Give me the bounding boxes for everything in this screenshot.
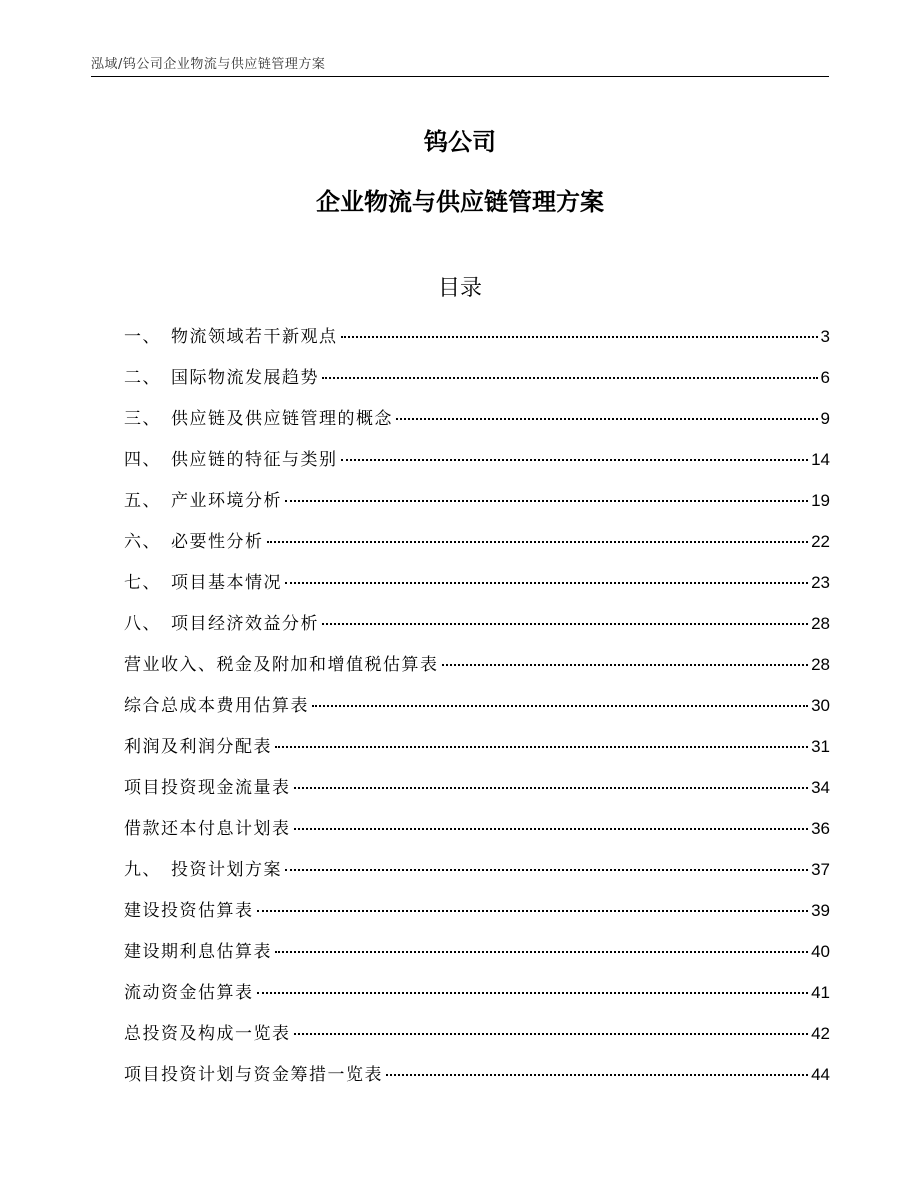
toc-entry-number: 五、: [124, 491, 161, 511]
toc-entry-label: 项目经济效益分析: [171, 614, 319, 634]
toc-dot-leader: [341, 459, 809, 461]
toc-dot-leader: [442, 664, 809, 666]
toc-entry[interactable]: [124, 937, 830, 978]
toc-entry-label: 建设投资估算表: [124, 901, 254, 921]
toc-dot-leader: [275, 746, 808, 748]
toc-entry-page: 28: [811, 614, 830, 633]
toc-entry-label: 供应链及供应链管理的概念: [171, 409, 393, 429]
toc-entry[interactable]: [124, 445, 830, 486]
table-of-contents: [124, 322, 830, 1101]
toc-dot-leader: [294, 1033, 809, 1035]
toc-entry-page: 9: [820, 409, 830, 428]
toc-entry[interactable]: [124, 650, 830, 691]
toc-entry-page: 31: [811, 737, 830, 756]
toc-dot-leader: [341, 336, 818, 338]
toc-dot-leader: [294, 787, 809, 789]
toc-entry-label: 流动资金估算表: [124, 983, 254, 1003]
toc-entry-label: 营业收入、税金及附加和增值税估算表: [124, 655, 439, 675]
toc-entry-label: 产业环境分析: [171, 491, 282, 511]
toc-entry-number: 三、: [124, 409, 161, 429]
toc-entry[interactable]: [124, 814, 830, 855]
toc-entry[interactable]: [124, 609, 830, 650]
toc-entry-page: 23: [811, 573, 830, 592]
toc-entry-page: 6: [820, 368, 830, 387]
document-title: 企业物流与供应链管理方案: [316, 188, 604, 216]
header-rule: [91, 76, 829, 77]
toc-dot-leader: [322, 623, 808, 625]
toc-entry-page: 30: [811, 696, 830, 715]
toc-entry-label: 物流领域若干新观点: [171, 327, 338, 347]
toc-entry-label: 总投资及构成一览表: [124, 1024, 291, 1044]
toc-entry[interactable]: [124, 404, 830, 445]
toc-dot-leader: [275, 951, 808, 953]
running-header: 泓域/钨公司企业物流与供应链管理方案: [91, 57, 326, 72]
toc-entry-label: 项目投资现金流量表: [124, 778, 291, 798]
toc-entry-page: 28: [811, 655, 830, 674]
toc-entry-page: 44: [811, 1065, 830, 1084]
toc-entry-label: 项目投资计划与资金筹措一览表: [124, 1065, 383, 1085]
toc-entry-label: 项目基本情况: [171, 573, 282, 593]
toc-entry-label: 供应链的特征与类别: [171, 450, 338, 470]
toc-entry[interactable]: [124, 568, 830, 609]
toc-entry-page: 14: [811, 450, 830, 469]
toc-dot-leader: [285, 869, 808, 871]
toc-entry-number: 六、: [124, 532, 161, 552]
toc-entry-number: 八、: [124, 614, 161, 634]
toc-dot-leader: [267, 541, 809, 543]
toc-entry-page: 19: [811, 491, 830, 510]
toc-entry-label: 国际物流发展趋势: [171, 368, 319, 388]
toc-entry-page: 39: [811, 901, 830, 920]
toc-entry-label: 投资计划方案: [171, 860, 282, 880]
company-title: 钨公司: [424, 128, 496, 156]
toc-entry-number: 一、: [124, 327, 161, 347]
toc-entry-page: 41: [811, 983, 830, 1002]
toc-dot-leader: [322, 377, 818, 379]
toc-entry-number: 七、: [124, 573, 161, 593]
toc-entry-page: 34: [811, 778, 830, 797]
toc-entry-page: 3: [820, 327, 830, 346]
toc-entry-label: 利润及利润分配表: [124, 737, 272, 757]
toc-entry[interactable]: [124, 527, 830, 568]
toc-dot-leader: [312, 705, 808, 707]
toc-entry[interactable]: [124, 978, 830, 1019]
toc-entry-page: 42: [811, 1024, 830, 1043]
toc-entry[interactable]: [124, 691, 830, 732]
toc-entry-label: 借款还本付息计划表: [124, 819, 291, 839]
toc-entry-page: 40: [811, 942, 830, 961]
toc-heading: 目录: [437, 276, 482, 301]
toc-entry[interactable]: [124, 322, 830, 363]
toc-entry[interactable]: [124, 486, 830, 527]
toc-entry[interactable]: [124, 1019, 830, 1060]
toc-entry-label: 综合总成本费用估算表: [124, 696, 309, 716]
toc-dot-leader: [285, 500, 808, 502]
toc-entry-label: 必要性分析: [171, 532, 264, 552]
toc-entry-page: 22: [811, 532, 830, 551]
toc-entry-number: 四、: [124, 450, 161, 470]
toc-dot-leader: [285, 582, 808, 584]
toc-entry-number: 二、: [124, 368, 161, 388]
toc-entry-page: 36: [811, 819, 830, 838]
toc-dot-leader: [257, 910, 809, 912]
toc-entry[interactable]: [124, 363, 830, 404]
toc-entry-number: 九、: [124, 860, 161, 880]
toc-entry[interactable]: [124, 773, 830, 814]
toc-entry-label: 建设期利息估算表: [124, 942, 272, 962]
toc-entry[interactable]: [124, 896, 830, 937]
toc-entry[interactable]: [124, 855, 830, 896]
toc-entry[interactable]: [124, 732, 830, 773]
toc-dot-leader: [396, 418, 818, 420]
toc-dot-leader: [294, 828, 809, 830]
toc-dot-leader: [257, 992, 809, 994]
toc-dot-leader: [386, 1074, 808, 1076]
toc-entry[interactable]: [124, 1060, 830, 1101]
toc-entry-page: 37: [811, 860, 830, 879]
